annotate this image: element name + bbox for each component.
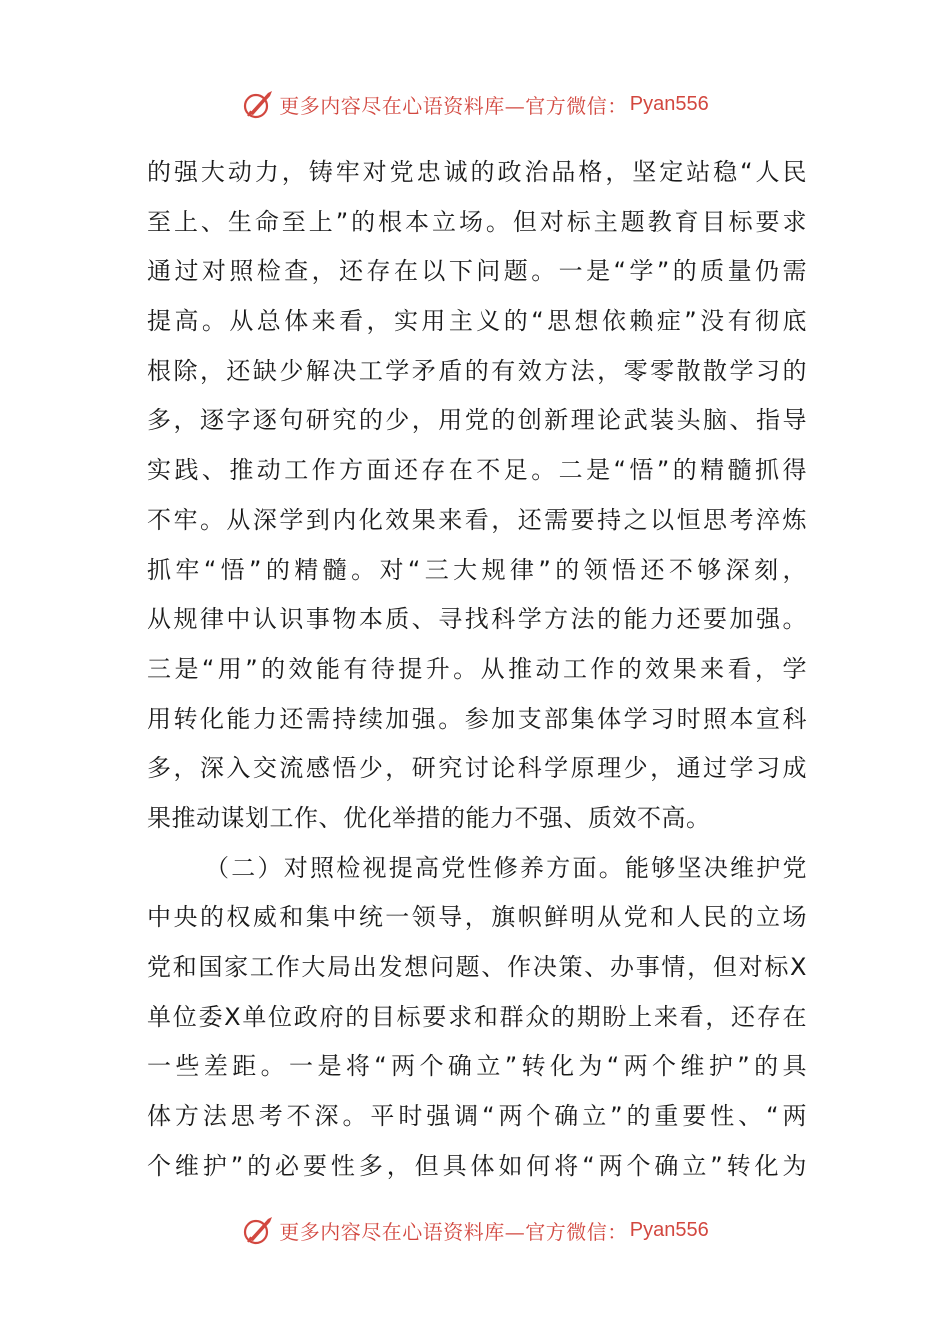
header-banner	[0, 84, 950, 124]
text-line: 果推动谋划工作、优化举措的能力不强、质效不高。	[147, 803, 711, 832]
text-line: 多，深入交流感悟少，研究讨论科学原理少，通过学习成	[147, 754, 807, 783]
text-line: 不牢。从深学到内化效果来看，还需要持之以恒思考淬炼	[147, 505, 807, 534]
text-line: 从规律中认识事物本质、寻找科学方法的能力还要加强。	[147, 605, 807, 634]
text-line: 多，逐字逐句研究的少，用党的创新理论武装头脑、指导	[147, 406, 807, 435]
text-line: 至上、生命至上”的根本立场。但对标主题教育目标要求	[147, 207, 807, 236]
text-line: 三是“用”的效能有待提升。从推动工作的效果来看，学	[147, 654, 807, 683]
text-line: 通过对照检查，还存在以下问题。一是“学”的质量仍需	[147, 257, 807, 286]
header-banner-id: Pyan556	[629, 92, 709, 115]
text-line: 用转化能力还需持续加强。参加支部集体学习时照本宣科	[147, 704, 807, 733]
header-banner-text: 更多内容尽在心语资料库—官方微信：	[279, 93, 628, 118]
text-line: 中央的权威和集中统一领导，旗帜鲜明从党和人民的立场	[147, 903, 807, 932]
text-line: 实践、推动工作方面还存在不足。二是“悟”的精髓抓得	[147, 456, 807, 485]
text-line: 提高。从总体来看，实用主义的“思想依赖症”没有彻底	[147, 307, 807, 336]
text-line: 体方法思考不深。平时强调“两个确立”的重要性、“两	[147, 1102, 807, 1131]
footer-banner-id: Pyan556	[629, 1218, 709, 1241]
footer-banner	[0, 1210, 950, 1250]
text-line: 单位委X单位政府的目标要求和群众的期盼上来看，还存在	[147, 1002, 807, 1031]
quill-logo-icon	[241, 1213, 275, 1247]
document-body	[147, 148, 807, 1191]
text-line: 的强大动力，铸牢对党忠诚的政治品格，坚定站稳“人民	[147, 158, 807, 186]
text-line: 一些差距。一是将“两个确立”转化为“两个维护”的具	[147, 1052, 807, 1081]
text-line: 根除，还缺少解决工学矛盾的有效方法，零零散散学习的	[147, 356, 807, 385]
text-line: 抓牢“悟”的精髓。对“三大规律”的领悟还不够深刻，	[147, 555, 807, 584]
footer-banner-text: 更多内容尽在心语资料库—官方微信：	[279, 1219, 628, 1244]
section-heading-line: （二）对照检视提高党性修养方面。能够坚决维护党	[205, 853, 807, 882]
quill-logo-icon	[241, 87, 275, 121]
text-line: 个维护”的必要性多，但具体如何将“两个确立”转化为	[147, 1151, 807, 1180]
text-line: 党和国家工作大局出发想问题、作决策、办事情，但对标X	[147, 953, 807, 981]
